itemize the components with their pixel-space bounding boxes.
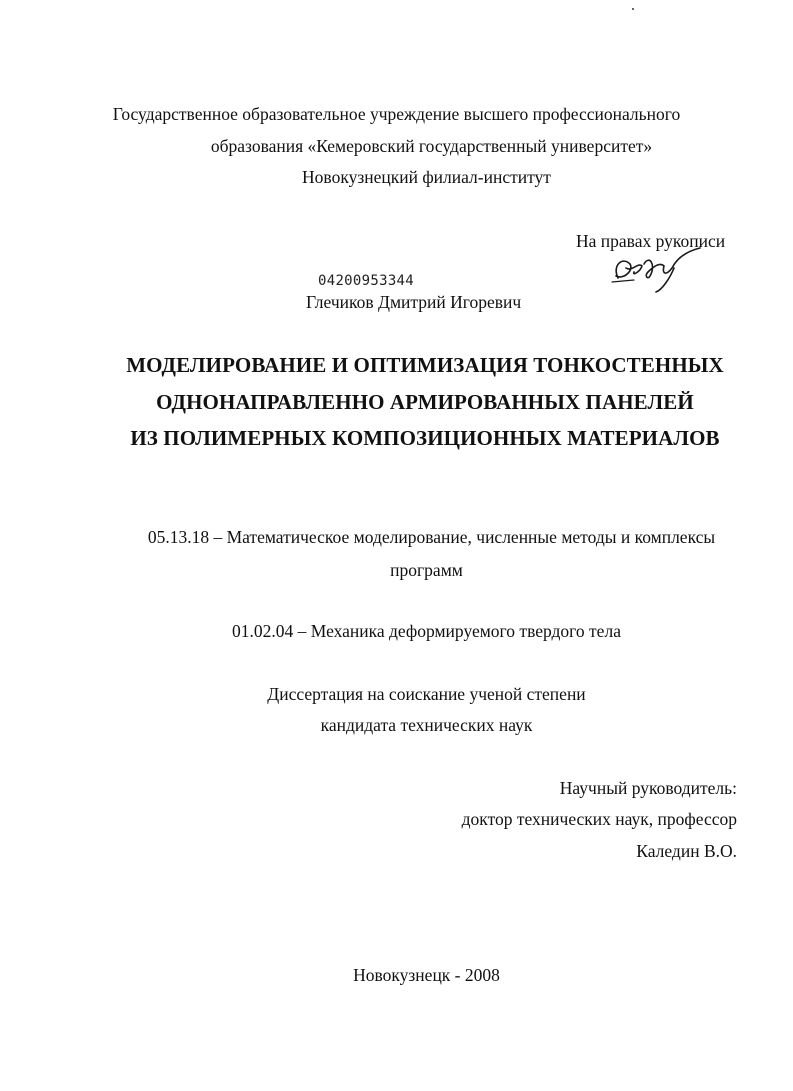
- specialty-2: 01.02.04 – Механика деформируемого твердого тела: [232, 621, 621, 641]
- registry-number: 04200953344: [318, 273, 415, 289]
- handwritten-signature: [604, 246, 704, 296]
- supervisor-label: Научный руководитель:: [559, 778, 737, 798]
- institution-line-1: Государственное образовательное учреждение высшего профессионального: [112, 104, 681, 124]
- author-name: Глечиков Дмитрий Игоревич: [306, 292, 522, 312]
- place-and-year: Новокузнецк - 2008: [353, 965, 500, 985]
- institution-line-2: образования «Кемеровский государственный университет»: [210, 136, 653, 156]
- supervisor-title: доктор технических наук, профессор: [461, 809, 737, 829]
- title-line-2: ОДНОНАПРАВЛЕННО АРМИРОВАННЫХ ПАНЕЛЕЙ: [156, 390, 694, 414]
- degree-line-1: Диссертация на соискание ученой степени: [267, 684, 586, 704]
- title-line-3: ИЗ ПОЛИМЕРНЫХ КОМПОЗИЦИОННЫХ МАТЕРИАЛОВ: [130, 426, 720, 450]
- specialty-1-line-2: программ: [390, 560, 463, 580]
- manuscript-rights-note: На правах рукописи: [576, 231, 726, 251]
- degree-line-2: кандидата технических наук: [320, 715, 533, 735]
- institution-line-3: Новокузнецкий филиал-институт: [302, 167, 551, 187]
- specialty-1-line-1: 05.13.18 – Математическое моделирование, численные методы и комплексы: [147, 527, 716, 547]
- supervisor-name: Каледин В.О.: [636, 841, 737, 861]
- title-line-1: МОДЕЛИРОВАНИЕ И ОПТИМИЗАЦИЯ ТОНКОСТЕННЫХ: [126, 353, 724, 377]
- scan-speck: [632, 8, 634, 10]
